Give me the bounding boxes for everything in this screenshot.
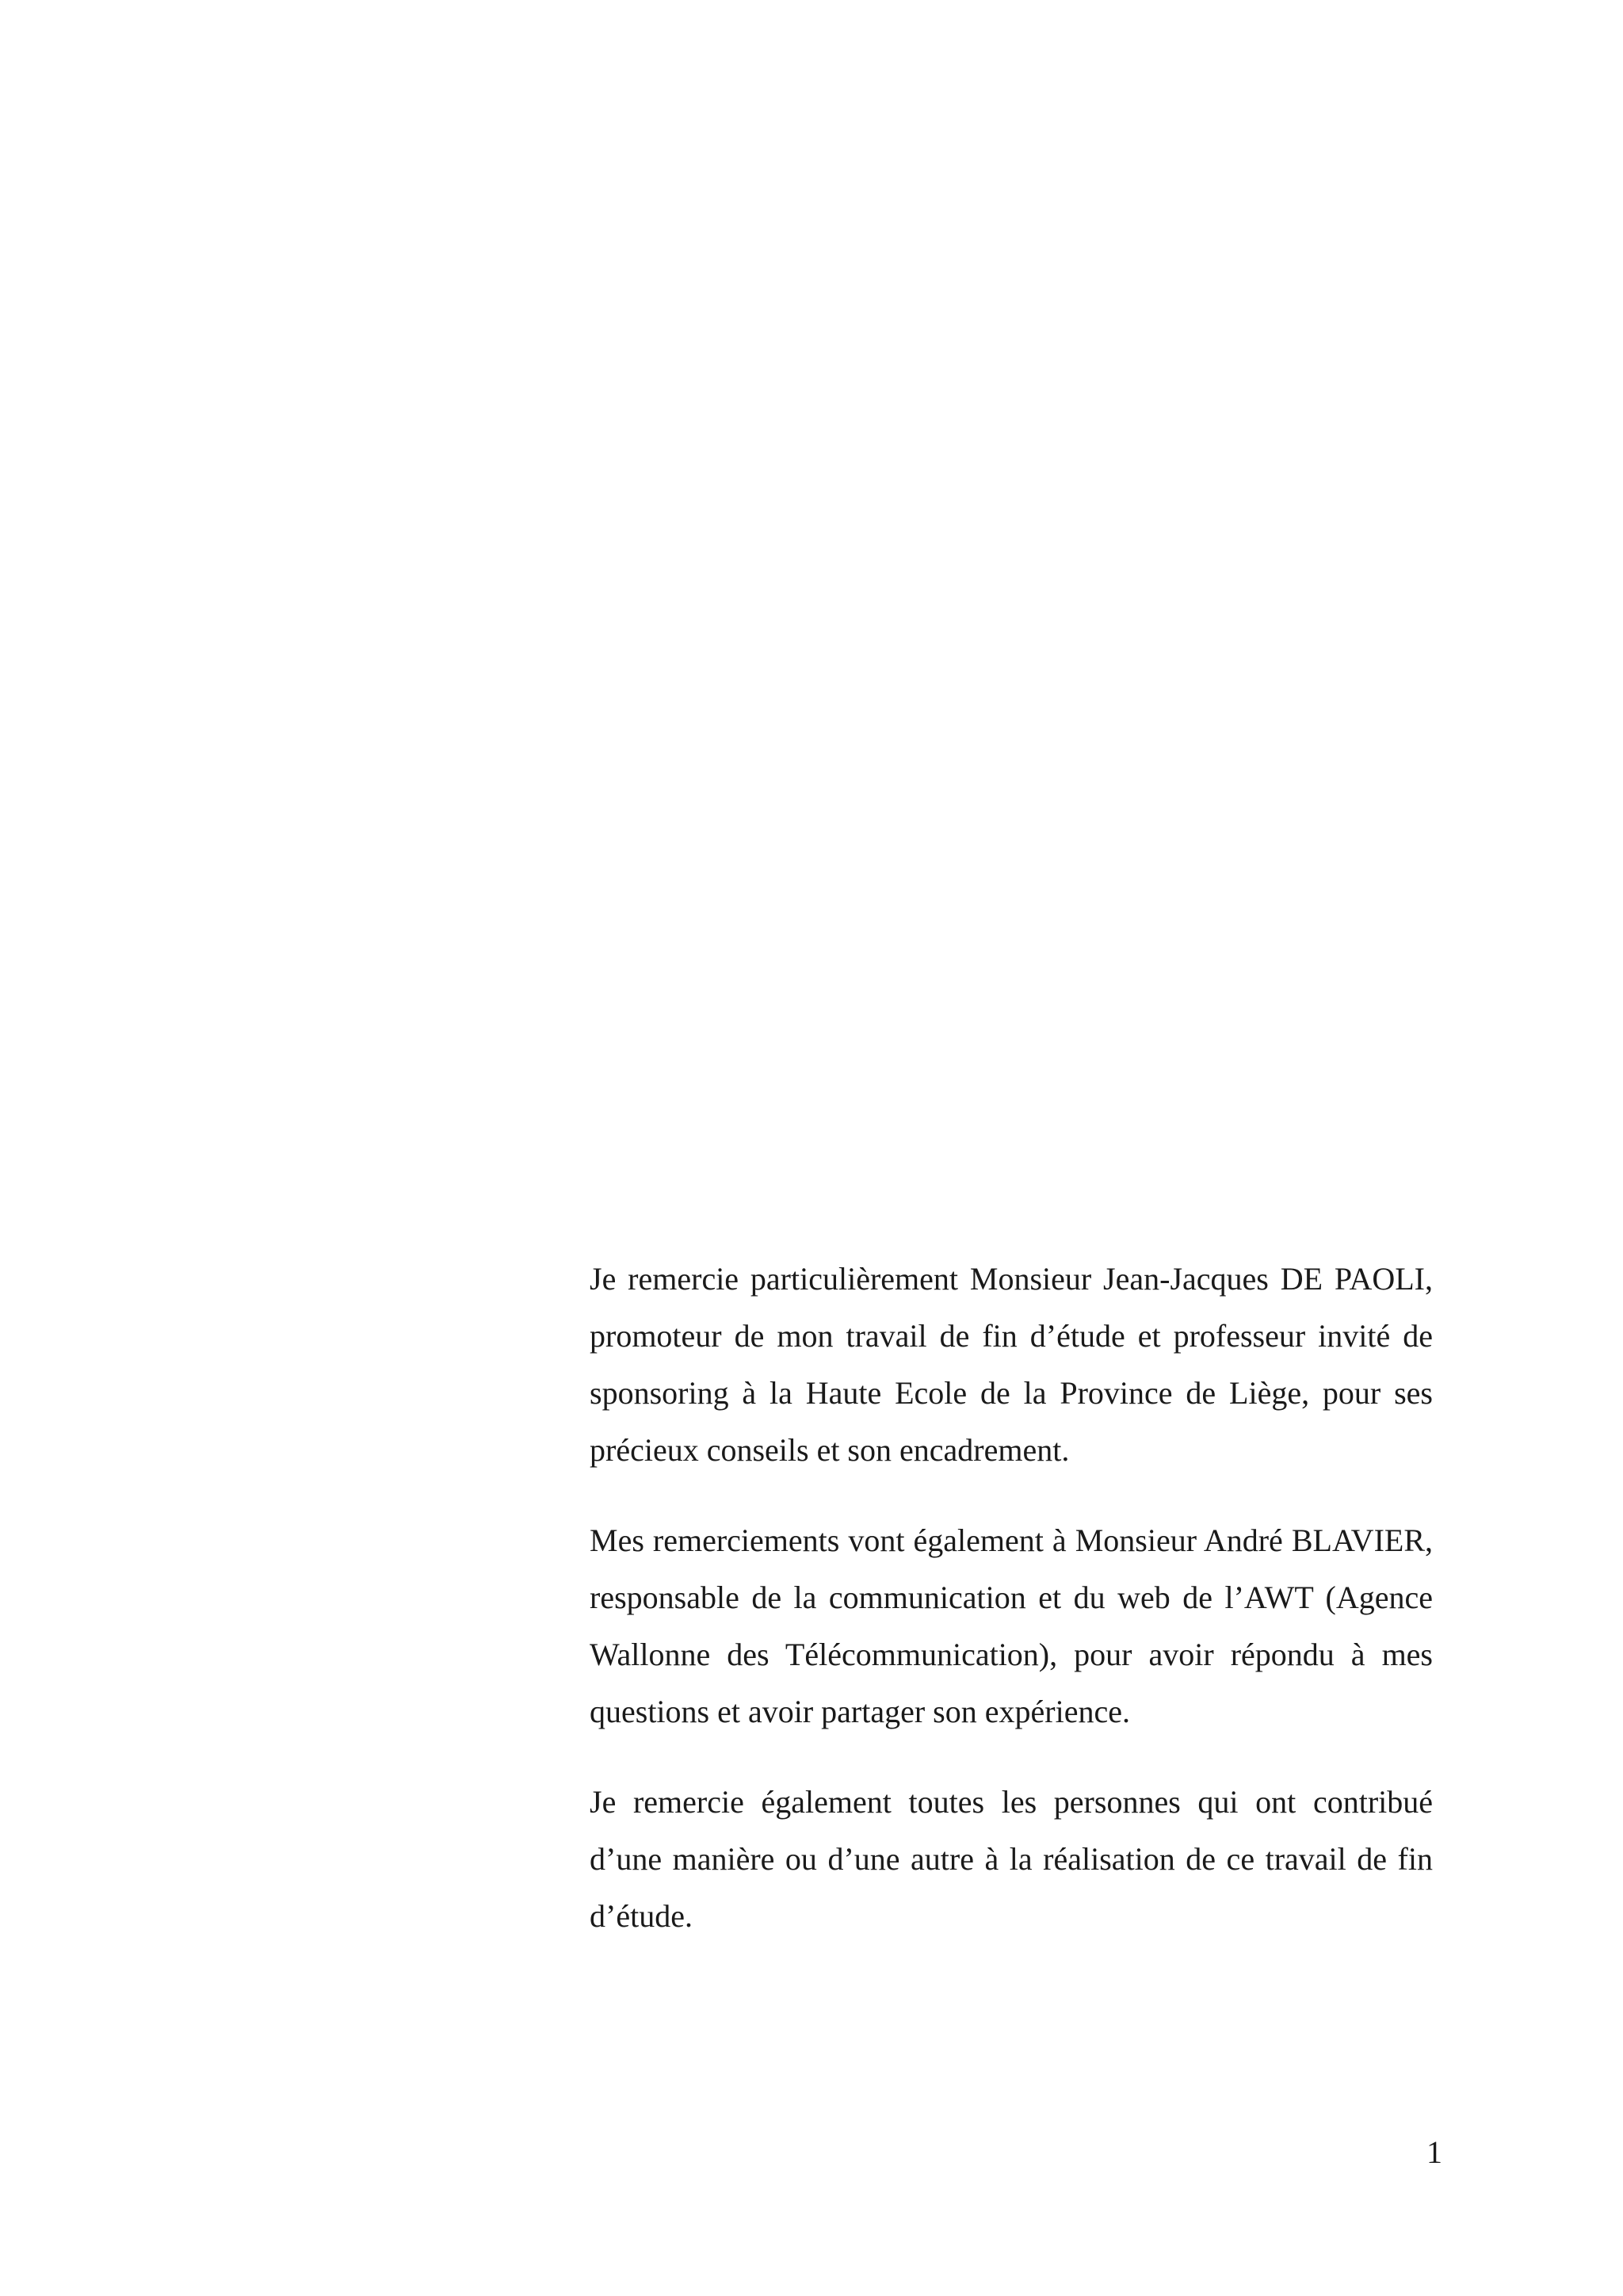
page-number: 1 <box>1426 2134 1442 2170</box>
acknowledgement-paragraph-contributors: Je remercie également toutes les personnes qui ont contribué d’une manière ou d’une autre à la réalisation de ce travail de fin d’étude. <box>590 1784 1433 1934</box>
acknowledgement-paragraph-awt: Mes remerciements vont également à Monsieur André BLAVIER, responsable de la communication et du web de l’AWT (Agence Wallonne des Télécommunication), pour avoir répondu à mes questions et avoir partager son expérience. <box>590 1522 1433 1729</box>
acknowledgements-section <box>590 1251 1433 1978</box>
acknowledgement-paragraph-promoter: Je remercie particulièrement Monsieur Jean-Jacques DE PAOLI, promoteur de mon travail de fin d’étude et professeur invité de sponsoring à la Haute Ecole de la Province de Liège, pour ses précieux conseils et son encadrement. <box>590 1261 1433 1468</box>
